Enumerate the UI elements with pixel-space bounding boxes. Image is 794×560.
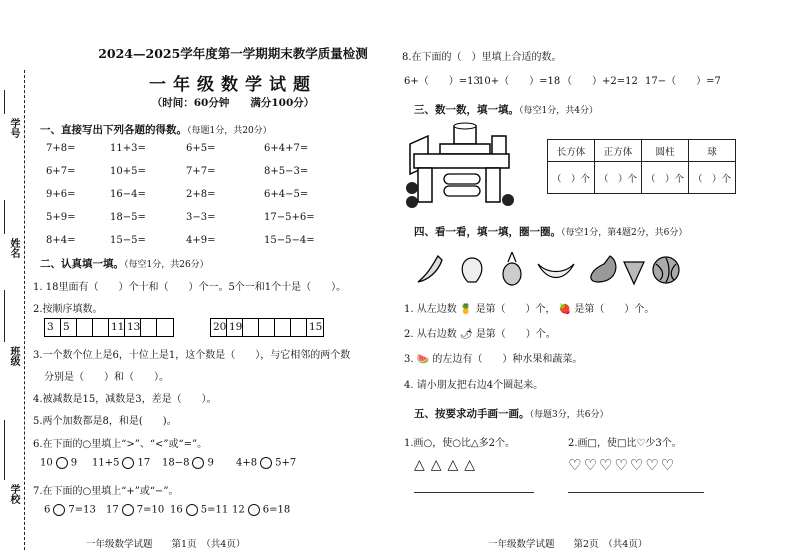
eggplant-icon — [591, 256, 616, 282]
pineapple-icon: 🍍 — [459, 304, 473, 315]
col-cube: 正方体 — [595, 140, 642, 162]
calc-item: 8+4= — [46, 235, 76, 246]
answer-cylinder[interactable]: （ ）个 — [642, 162, 689, 194]
calc-item: 7+7= — [186, 166, 216, 177]
section-5-note: （每题3分，共6分） — [529, 410, 609, 420]
sequence-cell[interactable] — [275, 319, 291, 336]
question-4-1: 1. 从左边数 🍍 是第（ ）个， 🍓 是第（ ）个。 — [404, 304, 655, 315]
right-operand: 9 — [207, 457, 214, 469]
right-operand: 17 — [137, 457, 151, 469]
calc-item: 9+6= — [46, 189, 76, 200]
calc-item: 6+4+7= — [264, 143, 309, 154]
section-5-title: 五、按要求动手画一画。（每题3分，共6分） — [414, 408, 609, 420]
left-operand: 6 — [44, 504, 51, 516]
sequence-cell[interactable] — [259, 319, 275, 336]
right-expression: 7=13 — [68, 504, 96, 516]
calc-item: 6+5= — [186, 143, 216, 154]
question-2-6: 6.在下面的○里填上“>”、“<”或“=”。 — [33, 439, 208, 450]
calc-item: 11+3= — [110, 143, 146, 154]
triangle-row: △△△△ — [414, 457, 482, 473]
chili-pepper-icon — [418, 256, 442, 282]
section-1-note: （每题1分，共20分） — [187, 126, 272, 136]
calc-item: 6+4−5= — [264, 189, 309, 200]
left-operand: 4+8 — [236, 457, 258, 469]
col-cylinder: 圆柱 — [642, 140, 689, 162]
question-2-3b: 分别是（ ）和（ ）。 — [44, 372, 169, 383]
watermelon-icon: 🍉 — [416, 354, 430, 365]
sequence-cell: 5 — [61, 319, 77, 336]
compare-item — [92, 457, 150, 469]
answer-circle[interactable] — [260, 457, 272, 469]
sequence-cell: 3 — [45, 319, 61, 336]
question-2-2: 2.按顺序填数。 — [33, 304, 103, 315]
question-2-7: 7.在下面的○里填上“+”或“−”。 — [33, 486, 179, 497]
operator-item — [232, 504, 290, 516]
binding-dashed-line — [24, 70, 25, 550]
student-id-label: 学号 — [8, 118, 19, 138]
calc-item: 15−5−4= — [264, 235, 315, 246]
operator-item — [170, 504, 228, 516]
sequence-cell: 11 — [109, 319, 125, 336]
calc-item: 3−3= — [186, 212, 216, 223]
answer-circle[interactable] — [122, 504, 134, 516]
name-label: 姓名 — [8, 238, 19, 258]
section-3-title: 三、数一数，填一填。（每空1分，共4分） — [414, 104, 598, 116]
exam-title: 一年级数学试题 — [149, 75, 317, 95]
right-operand: 5+7 — [275, 457, 297, 469]
right-expression: 7=10 — [136, 504, 165, 516]
shape-count-table — [547, 139, 736, 194]
sequence-cell: 19 — [227, 319, 243, 336]
q8-item-3: （ ）+2=12 — [562, 76, 638, 87]
sequence-box-2 — [210, 318, 324, 337]
compare-item — [162, 457, 214, 469]
student-id-field[interactable] — [4, 90, 5, 114]
building-blocks-image — [404, 122, 524, 210]
right-expression: 6=18 — [262, 504, 291, 516]
class-field[interactable] — [4, 290, 5, 342]
answer-circle[interactable] — [122, 457, 134, 469]
footer-right: 一年级数学试题 第2页 （共4页） — [488, 539, 648, 550]
question-2-1: 1. 18里面有（ ）个十和（ ）个一。5个一和1个十是（ ）。 — [33, 282, 347, 293]
question-4-2: 2. 从右边数 🌶 是第（ ）个。 — [404, 329, 556, 340]
calc-item: 6+7= — [46, 166, 76, 177]
question-2-3: 3.一个数个位上是6，十位上是1，这个数是（ ），与它相邻的两个数 — [33, 350, 351, 361]
sequence-cell[interactable] — [77, 319, 93, 336]
sequence-cell[interactable] — [157, 319, 173, 336]
left-operand: 12 — [232, 504, 245, 516]
calc-item: 7+8= — [46, 143, 76, 154]
sequence-cell[interactable] — [93, 319, 109, 336]
left-operand: 17 — [106, 504, 119, 516]
left-operand: 18−8 — [162, 457, 190, 469]
right-operand: 9 — [70, 457, 78, 469]
answer-cube[interactable]: （ ）个 — [595, 162, 642, 194]
drawing-line-2[interactable] — [568, 492, 704, 493]
section-4-title: 四、看一看，填一填，圈一圈。（每空1分，第4题2分，共6分） — [414, 226, 688, 238]
compare-item — [236, 457, 296, 469]
calc-item: 15−5= — [110, 235, 146, 246]
cabbage-icon — [462, 258, 482, 282]
exam-meta: （时间：60分钟 满分100分） — [151, 97, 315, 109]
chili-pepper-icon: 🌶 — [459, 329, 473, 340]
name-field[interactable] — [4, 200, 5, 234]
strawberry-icon: 🍓 — [558, 304, 572, 315]
sequence-cell[interactable] — [141, 319, 157, 336]
answer-cuboid[interactable]: （ ）个 — [548, 162, 595, 194]
question-5-2: 2.画□，使□比♡少3个。 — [568, 438, 682, 449]
col-sphere: 球 — [689, 140, 736, 162]
q8-item-4: 17−（ ）=7 — [645, 76, 721, 87]
answer-circle[interactable] — [192, 457, 204, 469]
left-operand: 10 — [40, 457, 53, 469]
col-cuboid: 长方体 — [548, 140, 595, 162]
answer-circle[interactable] — [56, 457, 68, 469]
section-1-title: 一、直接写出下列各题的得数。（每题1分，共20分） — [40, 124, 272, 136]
question-4-4: 4. 请小朋友把右边4个圈起来。 — [404, 380, 544, 391]
question-4-3: 3. 🍉 的左边有（ ）种水果和蔬菜。 — [404, 354, 583, 365]
watermelon-icon — [653, 257, 679, 283]
exam-header: 2024—2025学年度第一学期期末教学质量检测 — [98, 46, 368, 61]
question-2-5: 5.两个加数都是8，和是( )。 — [33, 416, 177, 427]
banana-icon — [538, 264, 574, 278]
left-operand: 16 — [170, 504, 183, 516]
section-3-note: （每空1分，共4分） — [519, 106, 598, 116]
calc-item: 17−5+6= — [264, 212, 315, 223]
q8-item-2: 10+（ ）=18 — [478, 76, 561, 87]
drawing-line-1[interactable] — [414, 492, 534, 493]
sequence-box-1 — [44, 318, 174, 337]
strawberry-icon — [624, 262, 644, 284]
operator-item — [106, 504, 164, 516]
heart-row: ♡♡♡♡♡♡♡ — [568, 456, 677, 474]
calc-item: 16−4= — [110, 189, 146, 200]
pineapple-icon — [503, 252, 521, 285]
operator-item — [44, 504, 96, 516]
section-4-note: （每空1分，第4题2分，共6分） — [561, 228, 688, 238]
left-operand: 11+5 — [92, 457, 120, 469]
question-2-4: 4.被减数是15，减数是3，差是（ ）。 — [33, 394, 217, 405]
sequence-cell: 20 — [211, 319, 227, 336]
calc-item: 18−5= — [110, 212, 146, 223]
sequence-cell[interactable] — [291, 319, 307, 336]
compare-item — [40, 457, 77, 469]
answer-circle[interactable] — [53, 504, 65, 516]
calc-item: 4+9= — [186, 235, 216, 246]
answer-circle[interactable] — [186, 504, 198, 516]
fruit-vegetable-row — [414, 252, 694, 288]
school-field[interactable] — [4, 420, 5, 480]
footer-left: 一年级数学试题 第1页 （共4页） — [86, 539, 246, 550]
section-2-note: （每空1分，共26分） — [124, 260, 209, 270]
class-label: 班级 — [8, 346, 19, 366]
sequence-cell: 15 — [309, 321, 323, 333]
calc-item: 8+5−3= — [264, 166, 309, 177]
calc-item: 10+5= — [110, 166, 146, 177]
question-5-1: 1.画○，使○比△多2个。 — [404, 438, 516, 449]
answer-circle[interactable] — [248, 504, 260, 516]
question-8: 8.在下面的（ ）里填上合适的数。 — [402, 52, 562, 63]
calc-item: 2+8= — [186, 189, 216, 200]
sequence-cell[interactable] — [243, 319, 259, 336]
right-expression: 5=11 — [200, 504, 229, 516]
calc-item: 5+9= — [46, 212, 76, 223]
sequence-cell: 13 — [125, 319, 141, 336]
q8-item-1: 6+（ ）=13 — [404, 76, 480, 87]
answer-sphere[interactable]: （ ）个 — [689, 162, 736, 194]
section-2-title: 二、认真填一填。（每空1分，共26分） — [40, 258, 209, 270]
school-label: 学校 — [8, 484, 19, 504]
